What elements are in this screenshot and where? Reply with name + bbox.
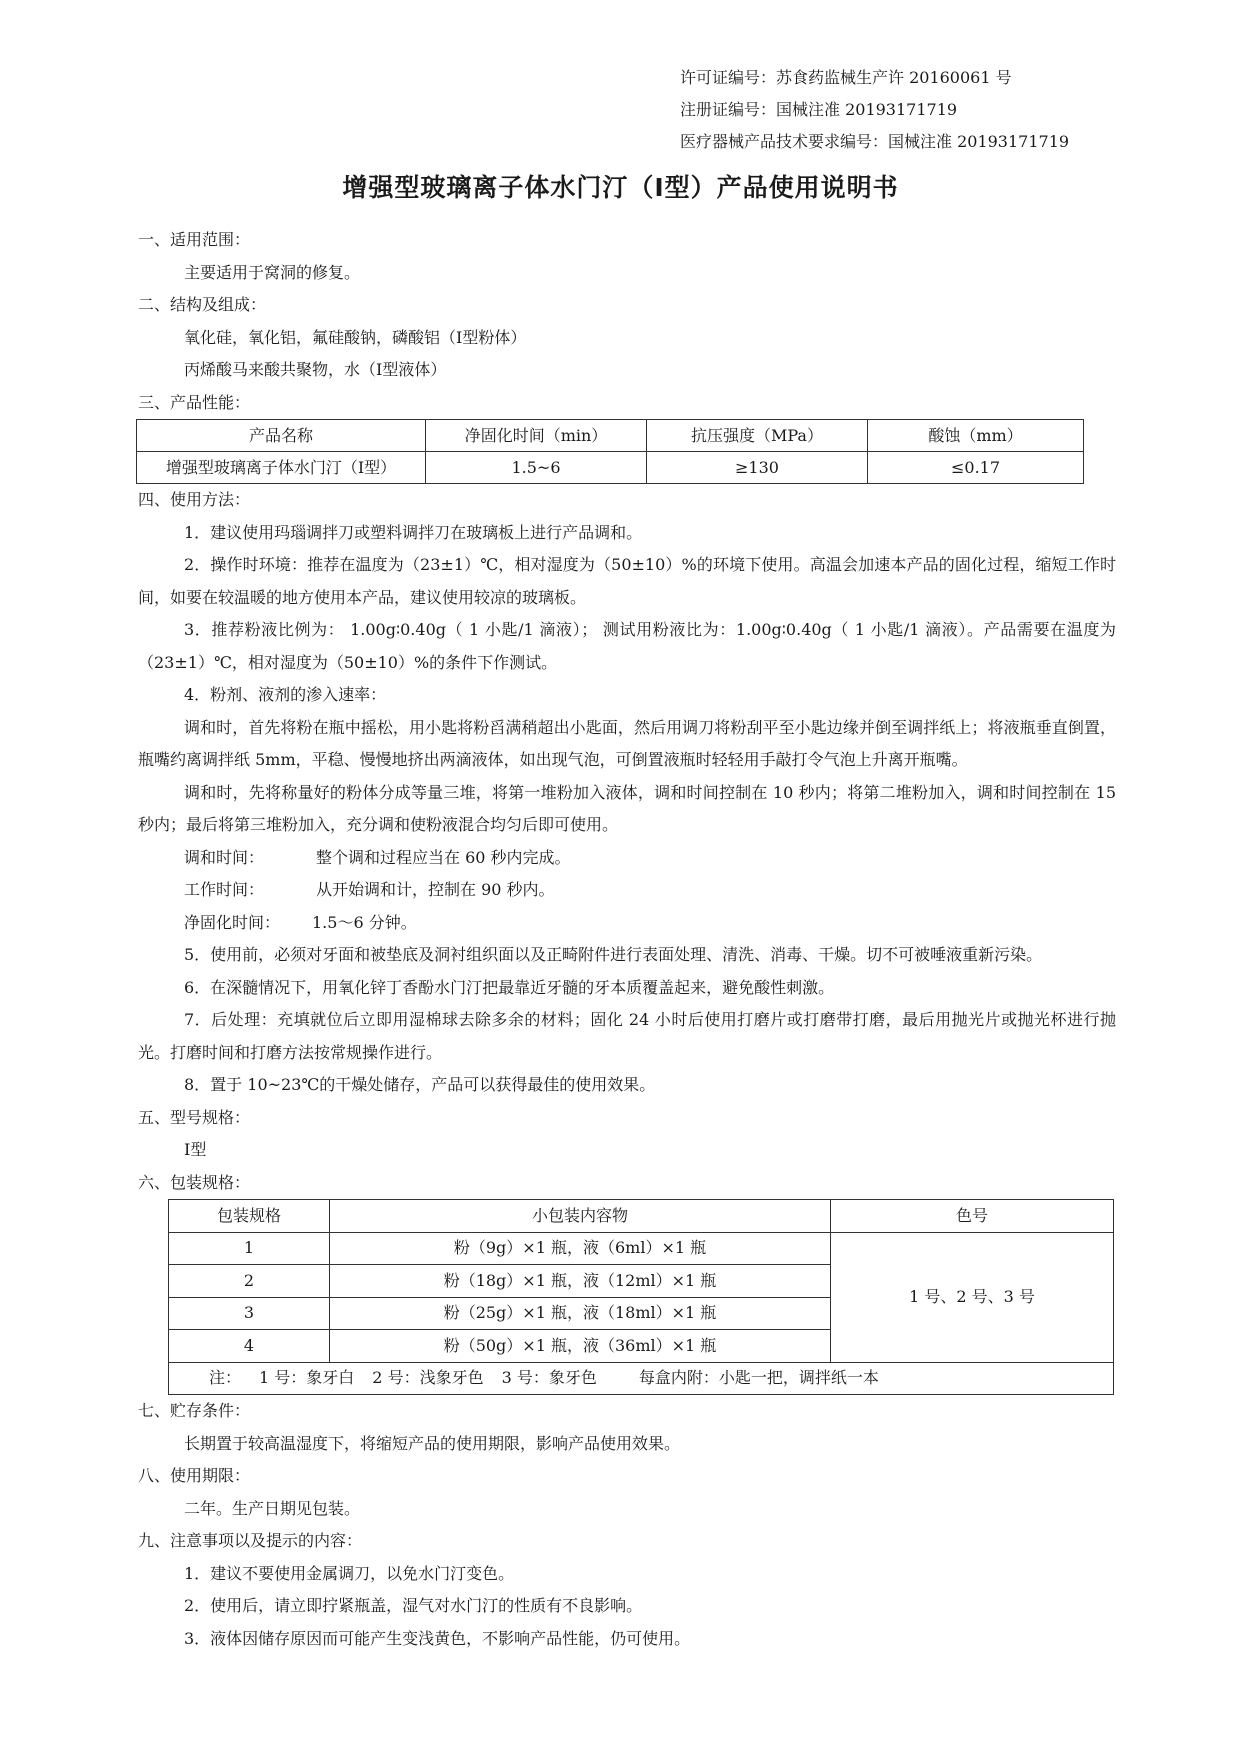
label: 工作时间：	[184, 880, 265, 899]
registration-number: 注册证编号：国械注准 20193171719	[680, 100, 958, 119]
table-header-row	[137, 420, 1084, 452]
table-cell: 粉（18g）×1 瓶，液（12ml）×1 瓶	[330, 1265, 831, 1298]
table-header: 净固化时间（min）	[426, 420, 647, 452]
paragraph: 调和时，首先将粉在瓶中摇松，用小匙将粉舀满稍超出小匙面，然后用调刀将粉刮平至小匙边缘并倒至调拌纸上；将液瓶垂直倒置，瓶嘴约离调拌纸 5mm，平稳、慢慢地挤出两滴液体，如出现气泡，可倒置液瓶时轻轻用手敲打令气泡上升离开瓶嘴。	[138, 717, 1116, 769]
paragraph: 主要适用于窝洞的修复。	[184, 262, 361, 282]
paragraph: 1．建议使用玛瑙调拌刀或塑料调拌刀在玻璃板上进行产品调和。	[184, 522, 643, 542]
table-header: 产品名称	[137, 420, 426, 452]
section-heading: 五、型号规格：	[138, 1107, 251, 1127]
paragraph: 7．后处理：充填就位后立即用湿棉球去除多余的材料；固化 24 小时后使用打磨片或打磨带打磨，最后用抛光片或抛光杯进行抛光。打磨时间和打磨方法按常规操作进行。	[138, 1010, 1116, 1062]
note-color-3: 3 号：象牙色	[501, 1368, 597, 1388]
list-item: 2．使用后，请立即拧紧瓶盖，湿气对水门汀的性质有不良影响。	[184, 1596, 643, 1615]
paragraph: 5．使用前，必须对牙面和被垫底及洞衬组织面以及正畸附件进行表面处理、清洗、消毒、干燥。切不可被唾液重新污染。	[184, 945, 1043, 964]
table-cell: 4	[169, 1330, 330, 1363]
label: 调和时间：	[184, 847, 265, 867]
section-heading: 六、包装规格：	[138, 1172, 251, 1192]
table-header: 抗压强度（MPa）	[647, 420, 868, 452]
table-cell: 1.5~6	[426, 452, 647, 484]
paragraph: 4．粉剂、液剂的渗入速率：	[184, 685, 387, 704]
table-note-row	[169, 1362, 1114, 1395]
table-header-row	[169, 1200, 1114, 1233]
paragraph: 长期置于较高温湿度下，将缩短产品的使用期限，影响产品使用效果。	[184, 1433, 681, 1453]
table-cell: ≥130	[647, 452, 868, 484]
section-heading: 七、贮存条件：	[138, 1401, 251, 1420]
table-row	[169, 1232, 1114, 1265]
license-block	[680, 62, 1069, 158]
tech-requirement-number: 医疗器械产品技术要求编号：国械注准 20193171719	[680, 132, 1070, 151]
note-box-contents: 每盒内附：小匙一把，调拌纸一本	[638, 1368, 879, 1388]
note-color-2: 2 号：浅象牙色	[372, 1368, 484, 1388]
table-header: 包装规格	[169, 1200, 330, 1233]
label: 净固化时间：	[184, 912, 281, 932]
color-cell: 1 号、2 号、3 号	[831, 1232, 1114, 1362]
section-heading: 八、使用期限：	[138, 1466, 251, 1485]
table-header: 色号	[831, 1200, 1114, 1233]
table-header: 酸蚀（mm）	[868, 420, 1084, 452]
packaging-table	[168, 1199, 1114, 1395]
value: 1.5～6 分钟。	[312, 912, 417, 932]
note-prefix: 注：	[209, 1368, 242, 1388]
list-item: 1．建议不要使用金属调刀，以免水门汀变色。	[184, 1563, 515, 1583]
paragraph: 8．置于 10~23℃的干燥处储存，产品可以获得最佳的使用效果。	[184, 1075, 656, 1094]
performance-table	[136, 419, 1084, 484]
table-cell: 粉（25g）×1 瓶，液（18ml）×1 瓶	[330, 1297, 831, 1330]
paragraph: 3．推荐粉液比例为： 1.00g∶0.40g（ 1 小匙/1 滴液）； 测试用粉液比为：1.00g∶0.40g（ 1 小匙/1 滴液）。产品需要在温度为（23±1）℃，相对湿度为（50±10）%的条件下作测试。	[138, 620, 1116, 672]
permit-number: 许可证编号：苏食药监械生产许 20160061 号	[680, 68, 1012, 87]
table-header: 小包装内容物	[330, 1200, 831, 1233]
paragraph: 氧化硅，氧化铝，氟硅酸钠，磷酸铝（Ⅰ型粉体）	[184, 327, 527, 347]
section-heading: 二、结构及组成：	[138, 295, 267, 314]
table-cell: 粉（9g）×1 瓶，液（6ml）×1 瓶	[330, 1232, 831, 1265]
paragraph: 2．操作时环境：推荐在温度为（23±1）℃，相对湿度为（50±10）%的环境下使用。高温会加速本产品的固化过程，缩短工作时间，如要在较温暖的地方使用本产品，建议使用较凉的玻璃板。	[138, 555, 1116, 607]
section-heading: 一、适用范围：	[138, 230, 251, 249]
table-cell: ≤0.17	[868, 452, 1084, 484]
paragraph: 调和时，先将称量好的粉体分成等量三堆，将第一堆粉加入液体，调和时间控制在 10 秒内；将第二堆粉加入，调和时间控制在 15 秒内；最后将第三堆粉加入，充分调和使粉液混合均匀后即可使用。	[138, 782, 1116, 834]
section-heading: 三、产品性能：	[138, 392, 251, 412]
table-note	[169, 1362, 1114, 1395]
paragraph: Ⅰ型	[184, 1140, 207, 1159]
working-time-line	[138, 874, 1116, 907]
section-heading: 四、使用方法：	[138, 490, 251, 509]
list-item: 3．液体因储存原因而可能产生变浅黄色，不影响产品性能，仍可使用。	[184, 1628, 691, 1648]
paragraph: 丙烯酸马来酸共聚物，水（Ⅰ型液体）	[184, 360, 447, 379]
paragraph: 二年。生产日期见包装。	[184, 1498, 361, 1518]
value: 整个调和过程应当在 60 秒内完成。	[316, 847, 571, 867]
value: 从开始调和计，控制在 90 秒内。	[316, 880, 555, 899]
table-cell: 2	[169, 1265, 330, 1298]
mixing-time-line	[138, 842, 1116, 875]
table-cell: 粉（50g）×1 瓶，液（36ml）×1 瓶	[330, 1330, 831, 1363]
table-cell: 增强型玻璃离子体水门汀（Ⅰ型）	[137, 452, 426, 484]
document-title: 增强型玻璃离子体水门汀（Ⅰ型）产品使用说明书	[342, 173, 899, 202]
paragraph: 6．在深髓情况下，用氧化锌丁香酚水门汀把最靠近牙髓的牙本质覆盖起来，避免酸性刺激。	[184, 977, 835, 997]
document-body	[138, 224, 1116, 1655]
table-cell: 3	[169, 1297, 330, 1330]
table-cell: 1	[169, 1232, 330, 1265]
table-row	[137, 452, 1084, 484]
note-color-1: 1 号：象牙白	[259, 1368, 355, 1388]
setting-time-line	[138, 907, 1116, 940]
section-heading: 九、注意事项以及提示的内容：	[138, 1531, 363, 1550]
